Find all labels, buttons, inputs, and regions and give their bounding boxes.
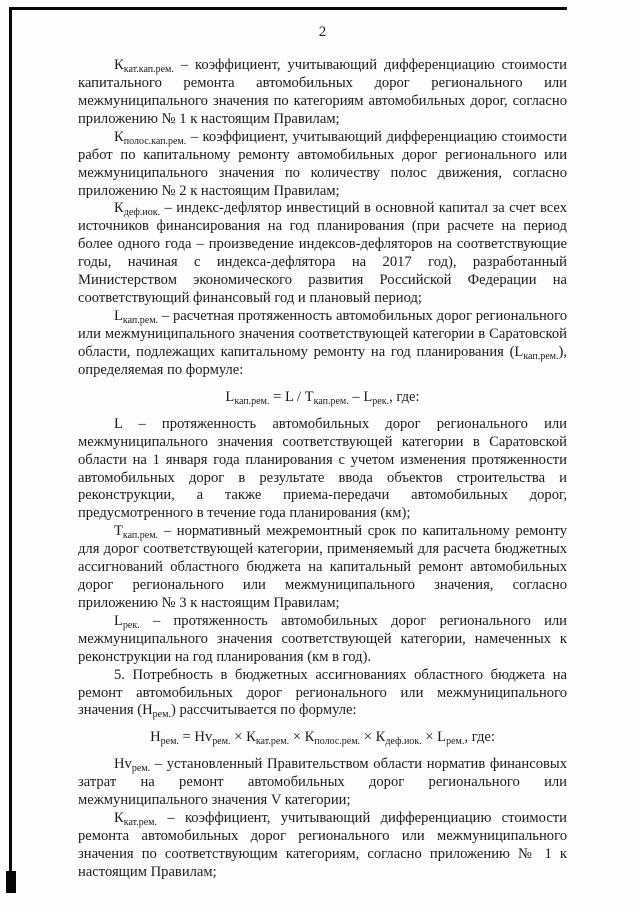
text-run: × К (230, 729, 256, 746)
subscript: кат.рем. (255, 736, 290, 748)
text-run: L – протяженность автомобильных дорог регионального или межмуниципального значения соответствующей категории в Саратовской области на 1 января года планирования с учетом изменения протяженности автомобильных дорог в результате ввода объектов строительства и реконструкции, а также приема-передачи автомобильных дорог, предусмотренного в течение года планирования (км); (78, 415, 567, 522)
scan-corner-mark (6, 871, 16, 893)
document-content (78, 24, 567, 882)
subscript: рек. (372, 395, 390, 407)
text-run: – L (348, 388, 373, 405)
subscript: рем. (152, 709, 171, 721)
text-run: Н (150, 729, 161, 746)
text-run: = L / Т (269, 388, 314, 405)
paragraph (78, 667, 567, 721)
text-run: – расчетная протяженность автомобильных дорог регионального или межмуниципального значения соответствующей категории в Саратовской области, подлежащих капитальному ремонту на год планирования (L (78, 307, 567, 360)
text-run: Нv (114, 756, 132, 773)
text-run: – коэффициент, учитывающий дифференциацию стоимости ремонта автомобильных дорог регионального или межмуниципального значения по соответствующим категориям, согласно приложению № 1 к настоящим Правилам; (78, 810, 567, 881)
subscript: кап.рем. (313, 395, 349, 407)
text-run: Т (114, 523, 123, 540)
text-run: – установленный Правительством области норматив финансовых затрат на ремонт автомобильных дорог регионального или межмуниципального значения V категории; (78, 756, 567, 809)
formula (78, 729, 567, 747)
subscript: кап.рем. (122, 530, 159, 542)
text-run: К (114, 200, 124, 217)
text-run: × К (360, 729, 386, 746)
subscript: кат.рем. (123, 817, 158, 829)
subscript: полос.кап.рем. (123, 135, 187, 147)
text-run: L (114, 307, 123, 324)
paragraph (78, 308, 567, 380)
subscript: рем. (446, 736, 465, 748)
subscript: полос.рем. (314, 736, 361, 748)
subscript: деф.иок. (123, 207, 161, 219)
text-run: × К (289, 729, 315, 746)
subscript: рем. (212, 736, 231, 748)
subscript: кап.рем. (122, 314, 159, 326)
text-run: – коэффициент, учитывающий дифференциацию стоимости капитального ремонта автомобильных дорог регионального или межмуниципального значения по категориям автомобильных дорог, согласно приложению № 1 к настоящим Правилам; (78, 57, 567, 127)
text-run: – нормативный межремонтный срок по капитальному ремонту для дорог соответствующей категории, применяемый для расчета бюджетных ассигнований областного бюджета на капитальный ремонт автомобильных дорог регионального или межмуниципального значения, согласно приложению № 3 к настоящим Правилам; (78, 523, 567, 611)
text-run: – индекс-дефлятор инвестиций в основной капитал за счет всех источников финансирования на год планирования (при расчете на период более одного года – произведение индексов-дефляторов на соответствующие годы, начиная с индекса-дефлятора на 2017 год), разработанный Министерством экономического развития Российской Федерации на соответствующий финансовый год и плановый период; (78, 200, 567, 307)
text-run: К (114, 57, 124, 73)
scan-edge-left (9, 7, 12, 889)
formula (78, 389, 567, 407)
paragraph (78, 756, 567, 810)
subscript: кап.рем. (523, 350, 559, 362)
paragraph (78, 523, 567, 613)
subscript: деф.иок. (385, 736, 422, 748)
text-run: , где: (389, 388, 420, 405)
paragraph (78, 200, 567, 308)
text-run: ) рассчитывается по формуле: (170, 702, 357, 719)
scan-edge-top (9, 7, 567, 10)
paragraph (78, 57, 567, 129)
paragraph (78, 613, 567, 667)
text-run: L (114, 612, 123, 629)
paragraph (78, 810, 567, 882)
text-run: К (114, 810, 124, 827)
text-run: К (114, 128, 124, 145)
text-run: – коэффициент, учитывающий дифференциацию стоимости работ по капитальному ремонту автомобильных дорог регионального или межмуниципального значения по количеству полос движения, согласно приложению № 2 к настоящим Правилам; (78, 128, 567, 199)
text-run: 5. Потребность в бюджетных ассигнованиях областного бюджета на ремонт автомобильных дорог регионального или межмуниципального значения (Н (78, 666, 567, 719)
paragraph (78, 129, 567, 201)
document-body (78, 57, 567, 882)
subscript: рек. (122, 619, 140, 631)
paragraph (78, 416, 567, 523)
text-run: L (225, 388, 235, 405)
subscript: рем. (160, 736, 179, 748)
page-number: 2 (318, 24, 327, 40)
text-run: , где: (464, 729, 495, 746)
subscript: рем. (131, 763, 151, 775)
text-run: – протяженность автомобильных дорог регионального или межмуниципального значения соответствующей категории, намеченных к реконструкции на год планирования (км в год). (78, 612, 567, 665)
text-run: × L (421, 729, 447, 746)
text-run: = Нv (178, 729, 213, 746)
subscript: кат.кап.рем. (123, 64, 174, 75)
subscript: кап.рем. (234, 395, 270, 407)
text-run: ), определяемая по формуле: (78, 343, 567, 378)
